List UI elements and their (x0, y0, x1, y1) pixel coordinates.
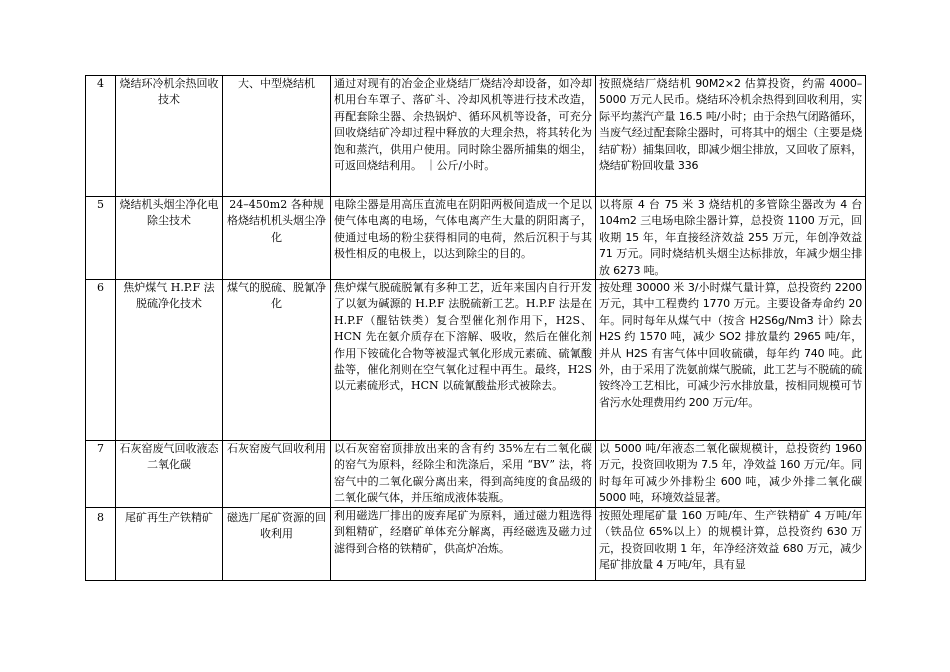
technology-description: 以石灰窑窑顶排放出来的含有约 35%左右二氧化碳的窑气为原料，经除尘和洗涤后，采用 “BV” 法，将窑气中的二氧化碳分离出来，得到高纯度的食品级的二氧化碳气体，并压缩成液体装瓶。 (331, 441, 596, 508)
investment-benefit: 按照烧结厂烧结机 90M2×2 估算投资，约需 4000–5000 万元人民币。烧结环冷机余热得到回收利用，实际平均蒸汽产量 16.5 吨/小时；由于余热气闭路循环，当废气经过配套除尘器时，可将其中的烟尘（主要是烧结矿粉）捕集回收，即减少烟尘排放，又回收了原料，烧结矿粉回收量 336 (596, 76, 866, 197)
investment-benefit: 以将原 4 台 75 米 3 烧结机的多管除尘器改为 4 台 104m2 三电场电除尘器计算，总投资 1100 万元，回收期 15 年，年直接经济效益 255 万元，年创净效益 71 万元。同时烧结机头烟尘达标排放，年减少烟尘排放 6273 吨。 (596, 197, 866, 280)
technology-name: 烧结机头烟尘净化电除尘技术 (116, 197, 223, 280)
table-row (86, 197, 866, 280)
technology-description: 利用磁选厂排出的废弃尾矿为原料，通过磁力粗选得到粗精矿，经磨矿单体充分解离，再经磁选及磁力过滤得到合格的铁精矿，供高炉冶炼。 (331, 508, 596, 581)
investment-benefit: 按处理 30000 米 3/小时煤气量计算，总投资约 2200 万元，其中工程费约 1770 万元。主要设备寿命约 20 年。同时每年从煤气中（按含 H2S6g/Nm3 计）除去 H2S 约 1570 吨，减少 SO2 排放量约 2965 吨/年，并从 H2S 有害气体中回收硫磺，每年约 740 吨。此外，由于采用了洗氨前煤气脱硫，此工艺与不脱硫的硫铵终冷工艺相比，可减少污水排放量，按相同规模可节省污水处理费用约 200 万元/年。 (596, 280, 866, 441)
technology-name: 尾矿再生产铁精矿 (116, 508, 223, 581)
row-number: 5 (86, 197, 116, 280)
technology-description: 通过对现有的冶金企业烧结厂烧结冷却设备，如冷却机用台车罩子、落矿斗、冷却风机等进行技术改造，再配套除尘器、余热锅炉、循环风机等设备，可充分回收烧结矿冷却过程中释放的大理余热，将其转化为饱和蒸汽，供用户使用。同时除尘器所捕集的烟尘，可返回烧结利用。 ｜公斤/小时。 (331, 76, 596, 197)
application-scope: 石灰窑废气回收利用 (223, 441, 331, 508)
table-row (86, 76, 866, 197)
row-number: 7 (86, 441, 116, 508)
investment-benefit: 以 5000 吨/年液态二氧化碳规模计，总投资约 1960 万元，投资回收期为 7.5 年，净效益 160 万元/年。同时每年可减少外排粉尘 600 吨，减少外排二氧化碳 5000 吨，环境效益显著。 (596, 441, 866, 508)
application-scope: 大、中型烧结机 (223, 76, 331, 197)
application-scope: 24–450m2 各种规格烧结机机头烟尘净化 (223, 197, 331, 280)
technology-table (85, 75, 866, 581)
application-scope: 煤气的脱硫、脱氰净化 (223, 280, 331, 441)
table-row (86, 280, 866, 441)
row-number: 4 (86, 76, 116, 197)
row-number: 6 (86, 280, 116, 441)
application-scope: 磁选厂尾矿资源的回收利用 (223, 508, 331, 581)
technology-name: 焦炉煤气 H.P.F 法脱硫净化技术 (116, 280, 223, 441)
table-row (86, 441, 866, 508)
table-row (86, 508, 866, 581)
technology-name: 烧结环冷机余热回收技术 (116, 76, 223, 197)
technology-description: 电除尘器是用高压直流电在阴阳两极间造成一个足以使气体电离的电场，气体电离产生大量的阴阳离子，使通过电场的粉尘获得相同的电荷，然后沉积于与其极性相反的电极上，以达到除尘的目的。 (331, 197, 596, 280)
investment-benefit: 按照处理尾矿量 160 万吨/年、生产铁精矿 4 万吨/年（铁品位 65%以上）的规模计算，总投资约 630 万元，投资回收期 1 年，年净经济效益 680 万元，减少尾矿排放量 4 万吨/年，具有显 (596, 508, 866, 581)
technology-name: 石灰窑废气回收液态二氧化碳 (116, 441, 223, 508)
technology-description: 焦炉煤气脱硫脱氰有多种工艺，近年来国内自行开发了以氨为碱源的 H.P.F 法脱硫新工艺。H.P.F 法是在 H.P.F（醌钴铁类）复合型催化剂作用下，H2S、HCN 先在氨介质存在下溶解、吸收，然后在催化剂作用下铵硫化合物等被湿式氧化形成元素硫、硫氰酸盐等，催化剂则在空气氧化过程中再生。最终，H2S 以元素硫形式，HCN 以硫氰酸盐形式被除去。 (331, 280, 596, 441)
row-number: 8 (86, 508, 116, 581)
